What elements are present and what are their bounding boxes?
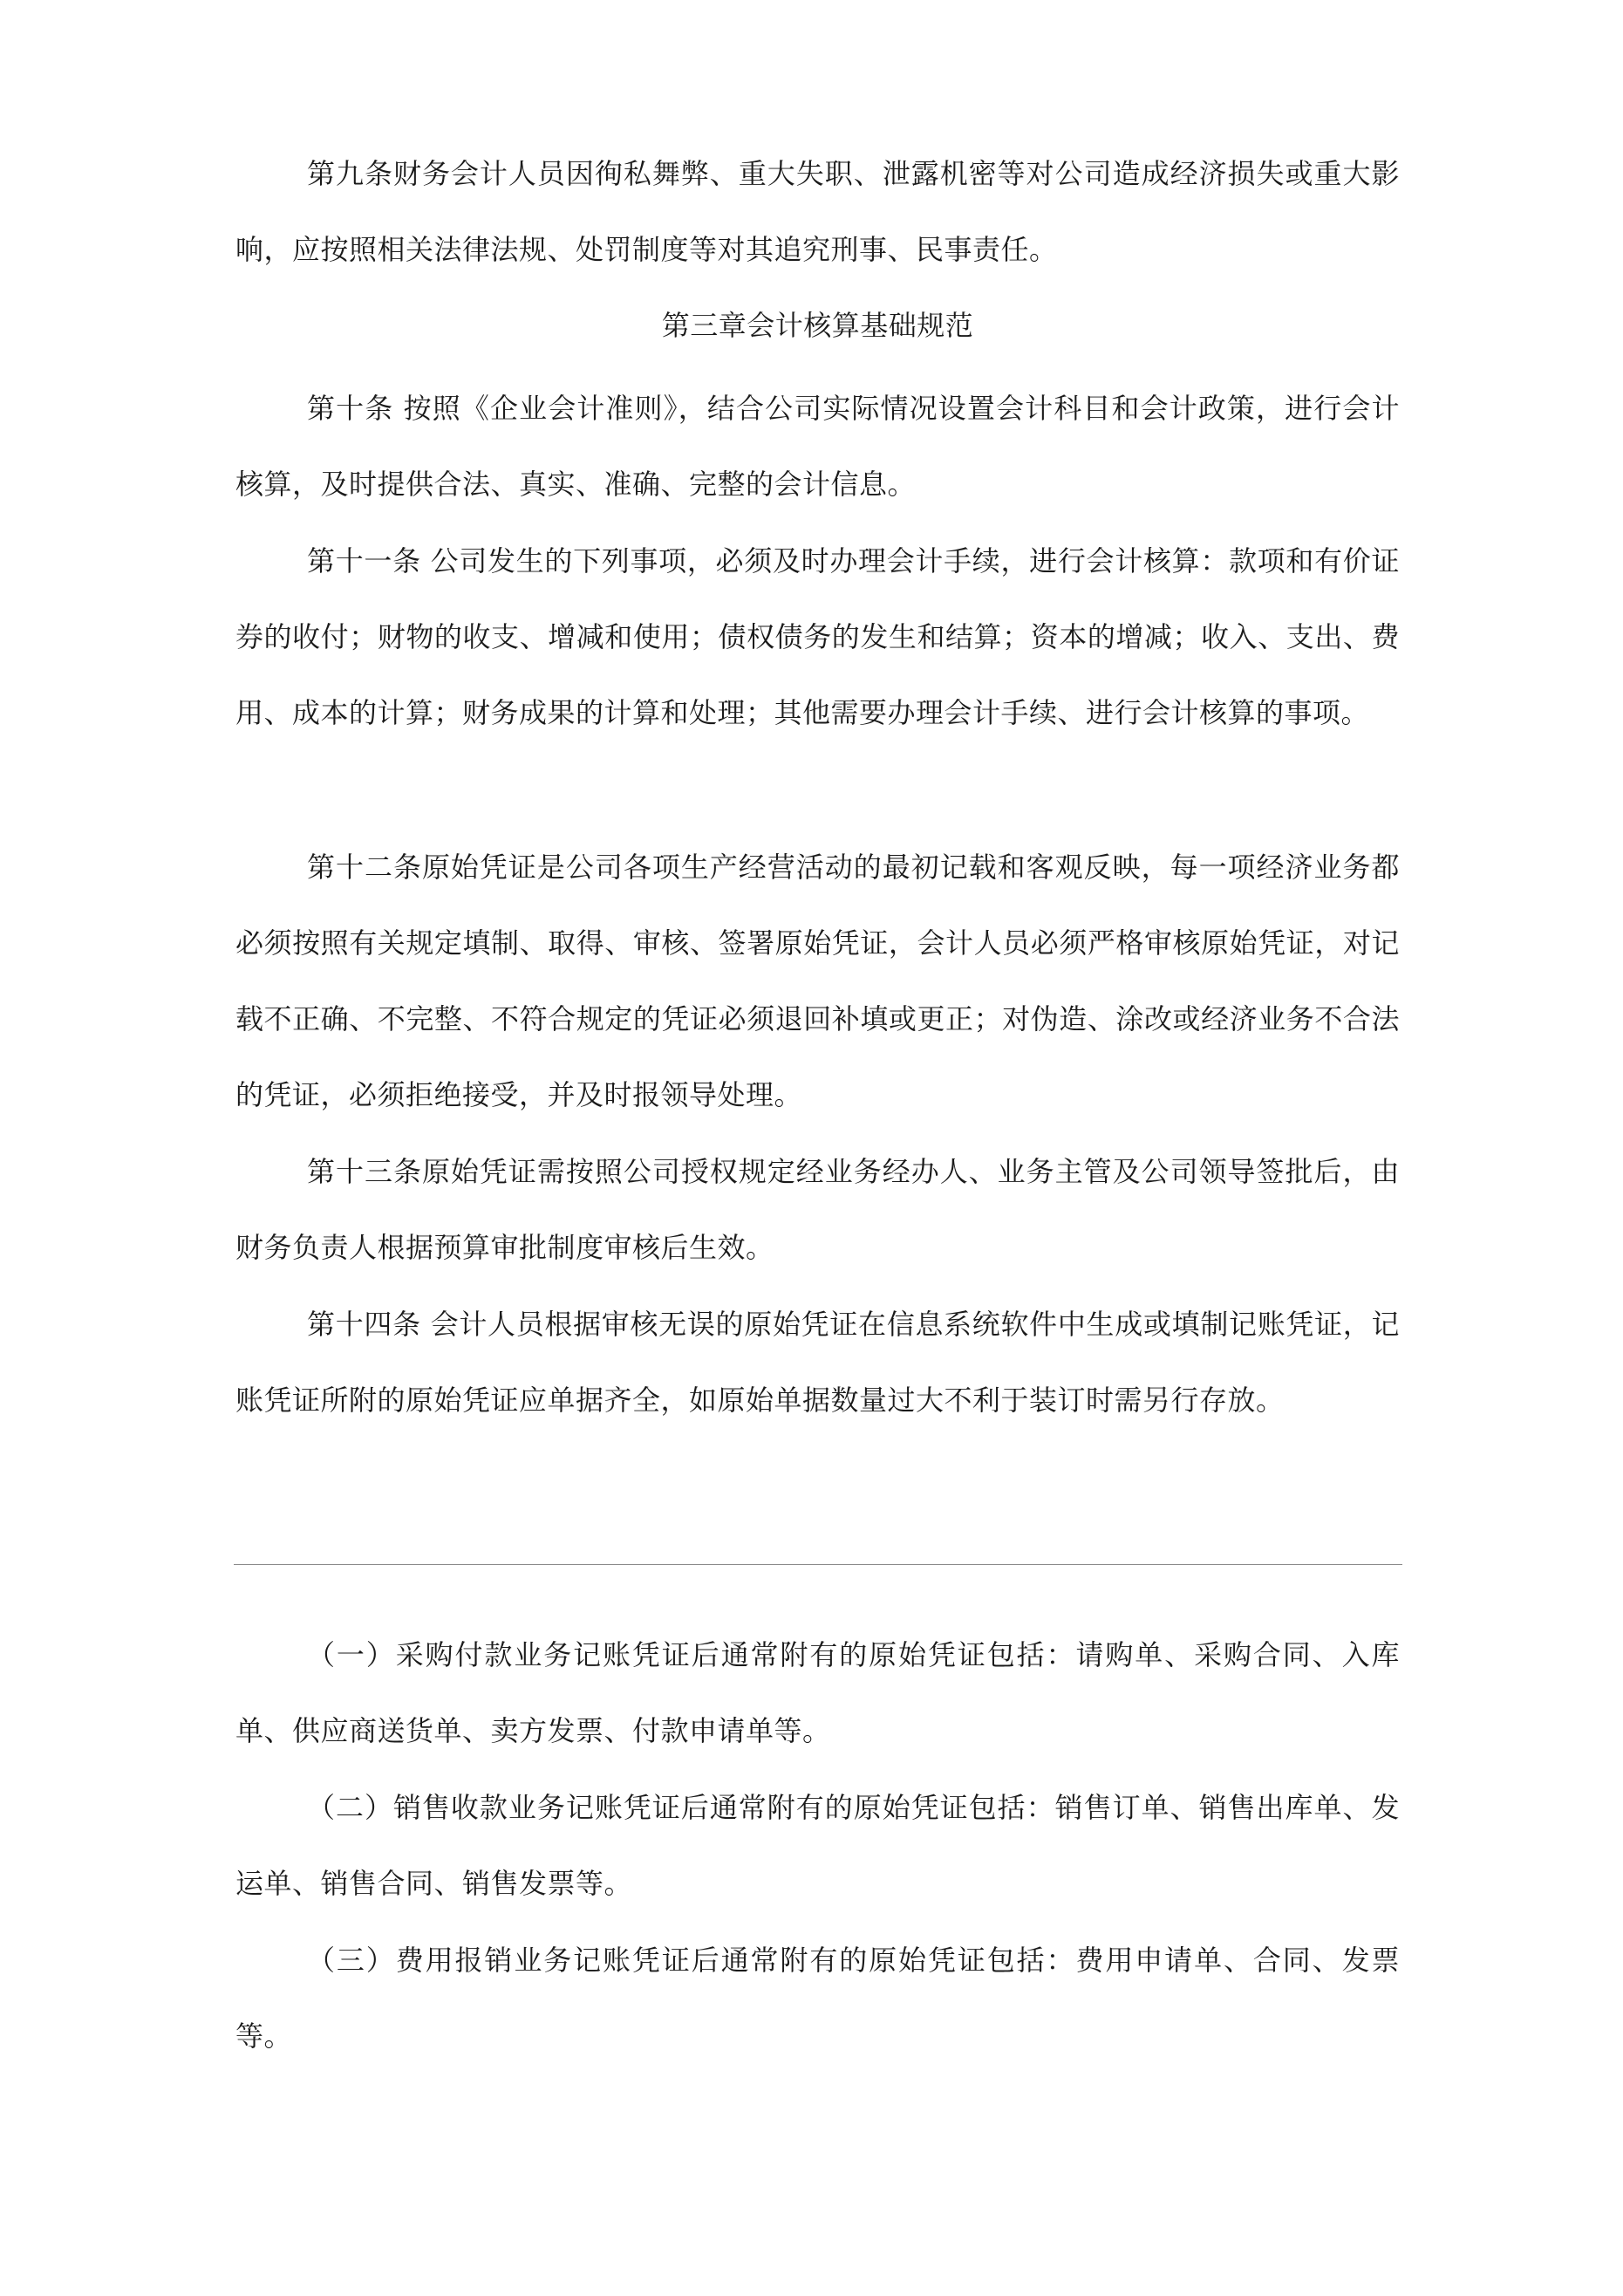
article-13-paragraph: 第十三条原始凭证需按照公司授权规定经业务经办人、业务主管及公司领导签批后，由财务负责人根据预算审批制度审核后生效。 xyxy=(235,1155,1400,1264)
footnote-item-2: （二）销售收款业务记账凭证后通常附有的原始凭证包括：销售订单、销售出库单、发运单、销售合同、销售发票等。 xyxy=(235,1791,1400,1900)
article-14-paragraph: 第十四条 会计人员根据审核无误的原始凭证在信息系统软件中生成或填制记账凭证，记账凭证所附的原始凭证应单据齐全，如原始单据数量过大不利于装订时需另行存放。 xyxy=(235,1308,1400,1417)
footnote-item-1: （一）采购付款业务记账凭证后通常附有的原始凭证包括：请购单、采购合同、入库单、供应商送货单、卖方发票、付款申请单等。 xyxy=(235,1638,1400,1747)
article-11-paragraph: 第十一条 公司发生的下列事项，必须及时办理会计手续，进行会计核算：款项和有价证券的收付；财物的收支、增减和使用；债权债务的发生和结算；资本的增减；收入、支出、费用、成本的计算；财务成果的计算和处理；其他需要办理会计手续、进行会计核算的事项。 xyxy=(235,544,1400,729)
footnote-divider xyxy=(234,1564,1402,1565)
chapter-3-heading: 第三章会计核算基础规范 xyxy=(661,309,974,342)
footnote-item-3: （三）费用报销业务记账凭证后通常附有的原始凭证包括：费用申请单、合同、发票等。 xyxy=(235,1944,1400,2053)
article-12-paragraph: 第十二条原始凭证是公司各项生产经营活动的最初记载和客观反映，每一项经济业务都必须按照有关规定填制、取得、审核、签署原始凭证，会计人员必须严格审核原始凭证，对记载不正确、不完整、不符合规定的凭证必须退回补填或更正；对伪造、涂改或经济业务不合法的凭证，必须拒绝接受，并及时报领导处理。 xyxy=(235,851,1400,1111)
article-10-paragraph: 第十条 按照《企业会计准则》，结合公司实际情况设置会计科目和会计政策，进行会计核算，及时提供合法、真实、准确、完整的会计信息。 xyxy=(235,392,1400,501)
article-9-paragraph: 第九条财务会计人员因徇私舞弊、重大失职、泄露机密等对公司造成经济损失或重大影响，应按照相关法律法规、处罚制度等对其追究刑事、民事责任。 xyxy=(235,157,1400,266)
